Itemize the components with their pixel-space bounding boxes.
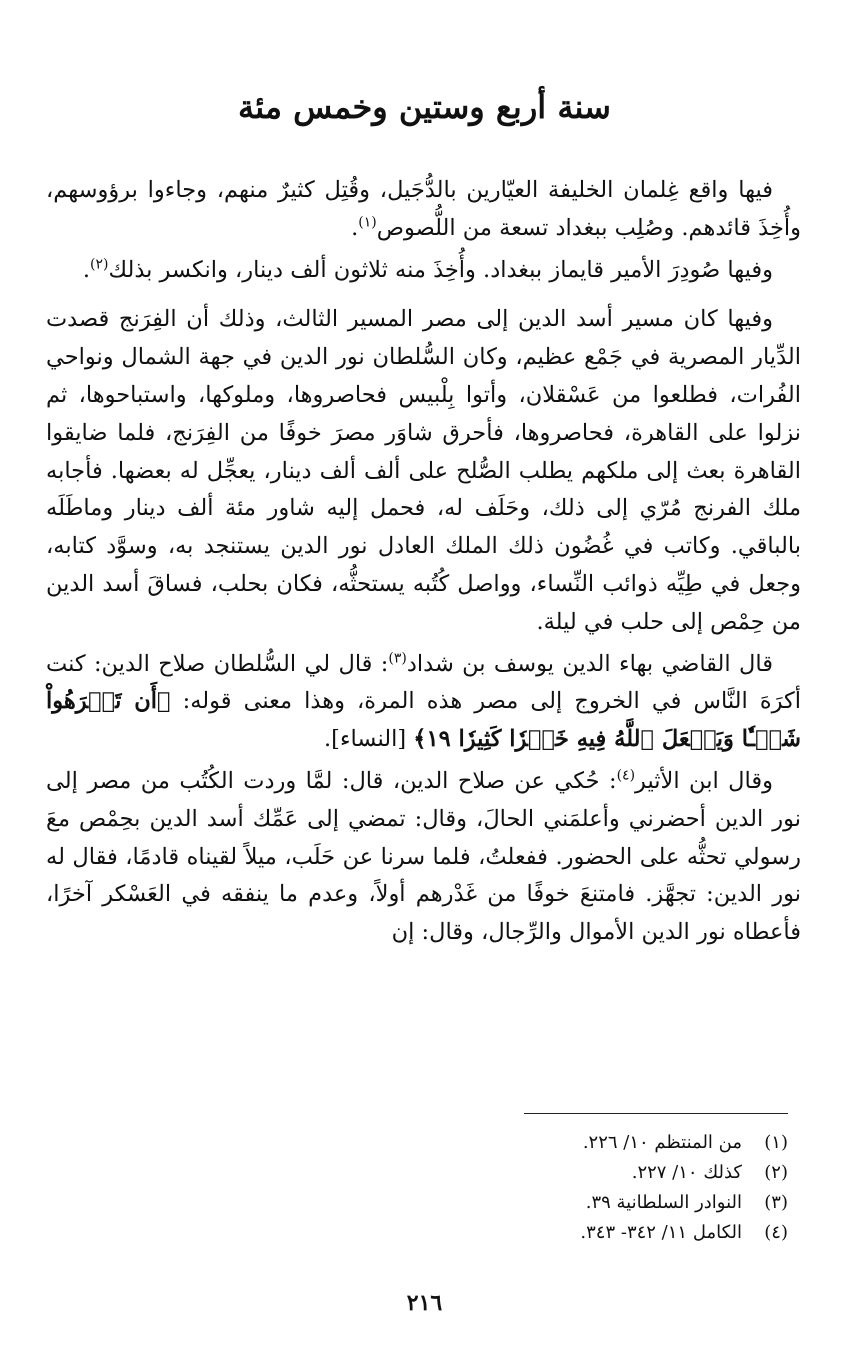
page-number: ٢١٦ (406, 1290, 443, 1316)
paragraph-text: وقال ابن الأثير (635, 767, 773, 794)
footnote-number: (٣) (764, 1192, 788, 1213)
surah-reference: [النساء]. (324, 726, 407, 753)
footnote-text: كذلك ١٠/ ٢٢٧. (631, 1162, 742, 1183)
footnote-number: (٢) (764, 1162, 788, 1183)
paragraph-5 (46, 763, 801, 952)
chapter-title: سنة أربع وستين وخمس مئة (238, 88, 611, 126)
footnote-ref-4: (٤) (616, 767, 636, 784)
footnote-ref-3: (٣) (388, 650, 407, 667)
footnote-1 (46, 1128, 788, 1158)
paragraph-text-mid: : قال لي السُّلطان صلاح الدين: كنت أكرَهَ النَّاس في الخروج إلى مصر هذه المرة، وهذا معنى قوله: (46, 650, 802, 715)
paragraph-text-end: : حُكي عن صلاح الدين، قال: لمَّا وردت الكُتُب من مصر إلى نور الدين أحضرني وأعلمَني الحالَ، وقال: تمضي إلى عَمِّك أسد الدين بحِمْص معَ رسولي تحثُّه على الحضور. ففعلتُ، فلما سرنا عن حَلَب، ميلاً لقيناه قادمًا، فقال له نور الدين: تجهَّز. فامتنعَ خوفًا من غَدْرهم أولاً، وعدم ما ينفقه في العَسْكر آخرًا، فأعطاه نور الدين الأموال والرِّجال، وقال: إن (46, 767, 801, 946)
footnote-ref-2: (٢) (90, 256, 109, 273)
footnote-3 (46, 1188, 788, 1218)
footnote-number: (١) (764, 1132, 788, 1153)
footnote-text: الكامل ١١/ ٣٤٢- ٣٤٣. (580, 1222, 742, 1243)
footnote-number: (٤) (764, 1222, 788, 1243)
footnote-divider (524, 1113, 788, 1114)
footnotes (46, 1128, 788, 1248)
main-text (46, 172, 801, 956)
paragraph-text: فيها واقع غِلمان الخليفة العيّارين بالدُّجَيل، وقُتِل كثيرٌ منهم، وجاءوا برؤوسهم، وأُخِذَ قائدهم. وصُلِب ببغداد تسعة من اللُّصوص (46, 177, 801, 241)
footnote-ref-1: (١) (358, 214, 377, 231)
paragraph-text: قال القاضي بهاء الدين يوسف بن شداد (406, 650, 773, 677)
footnote-4 (46, 1218, 788, 1248)
paragraph-text-end: . (351, 214, 359, 241)
footnote-text: من المنتظم ١٠/ ٢٢٦. (582, 1132, 742, 1153)
paragraph-1 (46, 172, 801, 248)
paragraph-text: وفيها صُودِرَ الأمير قايماز ببغداد. وأُخِذَ منه ثلاثون ألف دينار، وانكسر بذلك (108, 256, 773, 283)
paragraph-text-end: . (82, 256, 91, 283)
footnote-text: النوادر السلطانية ٣٩. (585, 1192, 742, 1213)
paragraph-3: وفيها كان مسير أسد الدين إلى مصر المسير الثالث، وذلك أن الفِرَنج قصدت الدِّيار المصرية في جَمْع عظيم، وكان السُّلطان نور الدين في جهة الشمال ونواحي الفُرات، فطلعوا من عَسْقلان، وأتوا بِلْبيس فحاصروها، وملوكها، واستباحوها، ثم نزلوا على القاهرة، فحاصروها، فأحرق شاوَر مصرَ خوفًا من الفِرَنج، فلما ضايقوا القاهرة بعث إلى ملكهم يطلب الصُّلح على ألف ألف دينار، يعجِّل له بعضها. فأجابه ملك الفرنج مُرّي إلى ذلك، وحَلَف له، فحمل إليه شاور مئة ألف دينار وماطَلَه بالباقي. وكاتب في غُضُون ذلك الملك العادل نور الدين يستنجد به، وسوَّد كتابه، وجعل في طِيِّه ذوائب النِّساء، وواصل كُتُبه يستحثُّه، فكان بحلب، فساقَ أسد الدين من حِمْص إلى حلب في ليلة. (46, 306, 801, 635)
paragraph-2 (46, 252, 801, 290)
quran-verse: ﴿أَن تَكۡرَهُواْ شَيۡـٔٗا وَيَجۡعَلَ ٱللَّهُ فِيهِ خَيۡرٗا كَثِيرٗا ١٩﴾ (46, 688, 801, 753)
paragraph-4 (46, 646, 801, 759)
footnote-2 (46, 1158, 788, 1188)
